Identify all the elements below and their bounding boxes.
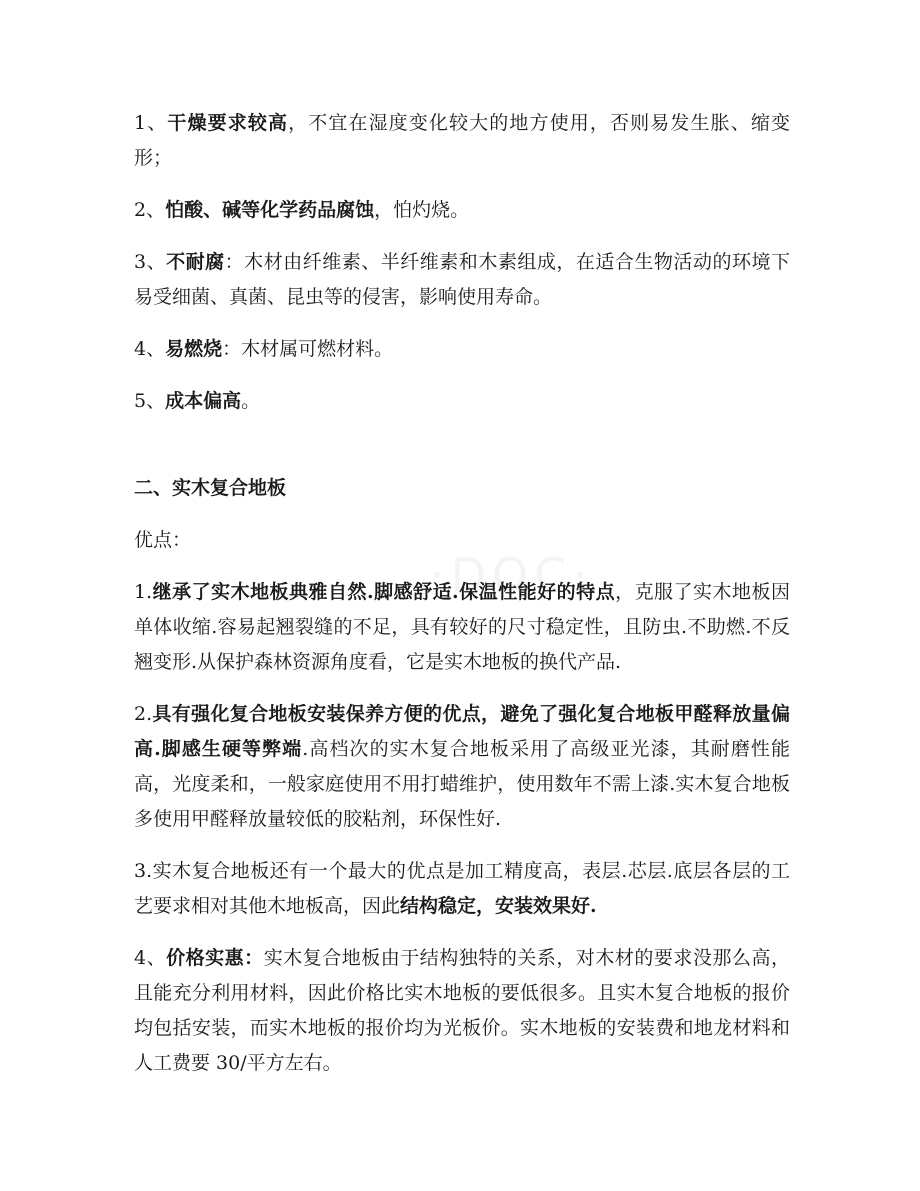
pro-item-2: 2.具有强化复合地板安装保养方便的优点，避免了强化复合地板甲醛释放量偏高.脚感生硬等弊端.高档次的实木复合地板采用了高级亚光漆，其耐磨性能高，光度柔和，一般家庭使用不用打蜡维护，使用数年不需上漆.实木复合地板多使用甲醛释放量较低的胶粘剂，环保性好. xyxy=(134,703,790,830)
document-content xyxy=(134,106,790,1098)
pro-item-3: 3.实木复合地板还有一个最大的优点是加工精度高，表层.芯层.底层各层的工艺要求相对其他木地板高，因此结构稳定，安装效果好. xyxy=(134,860,790,917)
con-item-4: 4、易燃烧：木材属可燃材料。 xyxy=(134,338,394,360)
pro-item-1: 1.继承了实木地板典雅自然.脚感舒适.保温性能好的特点，克服了实木地板因单体收缩.容易起翘裂缝的不足，具有较好的尺寸稳定性，且防虫.不助燃.不反翘变形.从保护森林资源角度看，它是实木地板的换代产品. xyxy=(134,581,790,673)
pro-item-4: 4、价格实惠：实木复合地板由于结构独特的关系，对木材的要求没那么高，且能充分利用材料，因此价格比实木地板的要低很多。且实木复合地板的报价均包括安装，而实木地板的报价均为光板价。实木地板的安装费和地龙材料和人工费要 30/平方左右。 xyxy=(134,947,790,1074)
section-heading: 二、实木复合地板 xyxy=(134,477,287,499)
con-item-2: 2、怕酸、碱等化学药品腐蚀，怕灼烧。 xyxy=(134,199,470,221)
con-item-3: 3、不耐腐：木材由纤维素、半纤维素和木素组成，在适合生物活动的环境下易受细菌、真菌、昆虫等的侵害，影响使用寿命。 xyxy=(134,251,790,308)
con-item-5: 5、成本偏高。 xyxy=(134,390,261,412)
con-item-1: 1、干燥要求较高，不宜在湿度变化较大的地方使用，否则易发生胀、缩变形； xyxy=(134,112,790,169)
section-subtitle: 优点： xyxy=(134,529,192,551)
